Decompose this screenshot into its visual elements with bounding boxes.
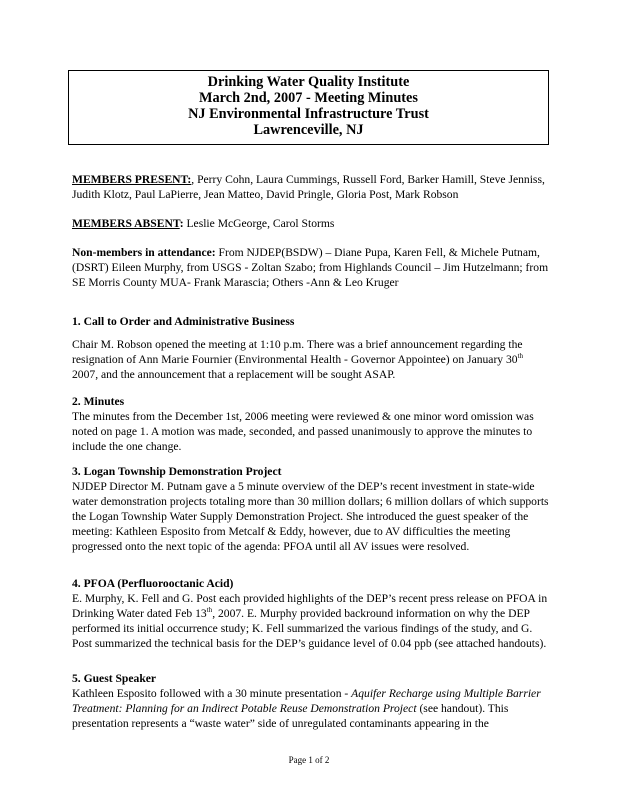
section-3-heading: 3. Logan Township Demonstration Project bbox=[72, 465, 282, 478]
section-5-text-after: (see handout). This presentation represents a “waste water” side of unregulated contaminants appearing in the bbox=[72, 702, 509, 730]
members-present bbox=[72, 172, 550, 202]
section-4-heading: 4. PFOA (Perfluorooctanic Acid) bbox=[72, 577, 234, 590]
section-2-heading: 2. Minutes bbox=[72, 395, 125, 408]
page-number: Page 1 of 2 bbox=[288, 755, 330, 765]
title-box bbox=[68, 70, 549, 145]
title-line-2: March 2nd, 2007 - Meeting Minutes bbox=[199, 90, 418, 106]
section-4 bbox=[72, 576, 550, 651]
members-absent-colon: : bbox=[179, 217, 184, 230]
section-3 bbox=[72, 464, 550, 554]
section-1 bbox=[72, 314, 550, 329]
title-line-1: Drinking Water Quality Institute bbox=[207, 74, 410, 90]
section-5-title-italic: Aquifer Recharge using Multiple Barrier Treatment: Planning for an Indirect Potable Reuse Demonstration Project bbox=[72, 687, 541, 715]
section-4-text: E. Murphy, K. Fell and G. Post each provided highlights of the DEP’s recent press release on PFOA in Drinking Water dated Feb 13 bbox=[72, 592, 548, 620]
section-5-text: Kathleen Esposito followed with a 30 minute presentation - bbox=[72, 687, 352, 700]
non-members-text: From NJDEP(BSDW) – Diane Pupa, Karen Fell, & Michele Putnam, (DSRT) Eileen Murphy, from USGS - Zoltan Szabo; from Highlands Council – Jim Hutzelmann; from SE Morris County MUA- Frank Marascia; Others -Ann & Leo Kruger bbox=[72, 246, 549, 289]
section-2-text: The minutes from the December 1st, 2006 meeting were reviewed & one minor word omission was noted on page 1. A motion was made, seconded, and passed unanimously to approve the minutes to include the one change. bbox=[72, 410, 534, 453]
members-absent-label: MEMBERS ABSENT bbox=[72, 217, 180, 230]
section-1-sup: th bbox=[517, 352, 524, 361]
section-1-text: Chair M. Robson opened the meeting at 1:10 p.m. There was a brief announcement regarding the resignation of Ann Marie Fournier (Environmental Health - Governor Appointee) on January 30 bbox=[72, 338, 523, 366]
section-5 bbox=[72, 671, 550, 731]
section-1-text-after: 2007, and the announcement that a replacement will be sought ASAP. bbox=[72, 368, 396, 381]
title-line-3: NJ Environmental Infrastructure Trust bbox=[188, 106, 429, 122]
members-absent bbox=[72, 216, 550, 231]
members-present-text: , Perry Cohn, Laura Cummings, Russell Ford, Barker Hamill, Steve Jenniss, Judith Klotz, Paul LaPierre, Jean Matteo, David Pringle, Gloria Post, Mark Robson bbox=[72, 173, 545, 201]
section-5-heading: 5. Guest Speaker bbox=[72, 672, 157, 685]
section-1-body bbox=[72, 337, 550, 382]
section-2 bbox=[72, 394, 550, 454]
non-members bbox=[72, 245, 550, 290]
section-4-text-after: , 2007. E. Murphy provided backround information on why the DEP performed its initial occurrence study; K. Fell summarized the various findings of the study, and G. Post summarized the technical basis for the DEP’s guidance level of 0.04 ppb (see attached handouts). bbox=[72, 607, 547, 650]
title-line-4: Lawrenceville, NJ bbox=[253, 122, 364, 138]
members-absent-text: Leslie McGeorge, Carol Storms bbox=[183, 217, 335, 230]
section-3-text: NJDEP Director M. Putnam gave a 5 minute overview of the DEP’s recent investment in state-wide water demonstration projects totaling more than 30 million dollars; 6 million dollars of which supports the Logan Township Water Supply Demonstration Project. She introduced the guest speaker of the meeting: Kathleen Esposito from Metcalf & Eddy, however, due to AV difficulties the meeting progressed onto the next topic of the agenda: PFOA until all AV issues were resolved. bbox=[72, 480, 549, 553]
non-members-label: Non-members in attendance: bbox=[72, 246, 216, 259]
section-4-sup: th bbox=[206, 606, 213, 615]
members-present-label: MEMBERS PRESENT: bbox=[72, 173, 192, 186]
section-1-heading: 1. Call to Order and Administrative Business bbox=[72, 315, 295, 328]
